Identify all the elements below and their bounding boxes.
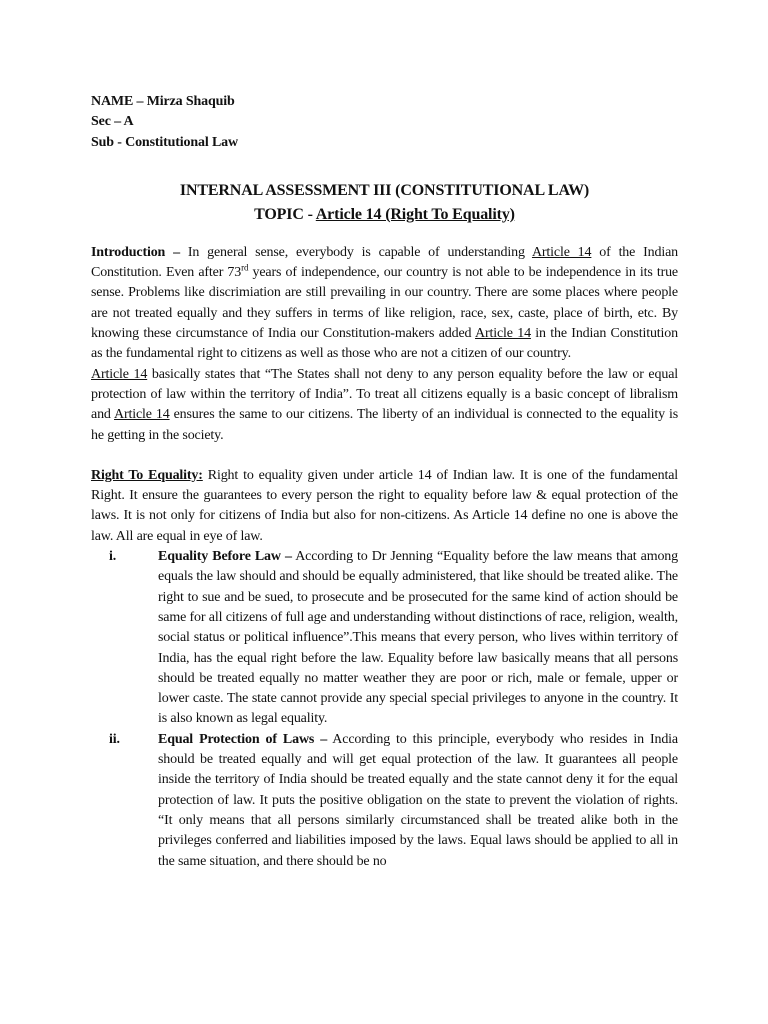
intro-text-5: basically states that “The States shall not deny to any person equality before the law or equal protection of law within the territory of India”. To treat all citizens equally is a basic concept of libralism and bbox=[91, 366, 678, 423]
topic-line bbox=[91, 203, 678, 227]
paragraph-gap bbox=[91, 446, 678, 466]
article-ref: Article 14 bbox=[531, 244, 592, 260]
topic-prefix: TOPIC - bbox=[254, 205, 316, 223]
article-ref: Article 14 bbox=[91, 366, 148, 382]
list-item-text: According to Dr Jenning “Equality before the law means that among equals the law should and should be equally administered, that like should be treated alike. The right to sue and be sued, to prosecute and be prosecuted for the same kind of action should be same for all citizens of full age and understanding without distinctions of race, religion, wealth, social status or political influence”.This means that every person, who lives within territory of India, has the equal right before the law. Equality before law basically means that all persons should be treated equally no matter weather they are poor or rich, male or female, upper or lower caste. The state cannot provide any special special privileges to anyone in the country. It is also known as legal equality. bbox=[158, 549, 678, 727]
list-item bbox=[91, 730, 678, 872]
list-item-text: According to this principle, everybody who resides in India should be treated equally and will get equal protection of the law. It guarantees all people inside the territory of India should be treated equally and the state cannot deny it for the equal protection of law. It puts the positive obligation on the state to prevent the violation of rights. “It only means that all persons similarly circumstanced shall be treated alike both in the privileges conferred and liabilities imposed by the laws. Equal laws should be applied to all in the same situation, and there should be no bbox=[158, 731, 678, 869]
rte-heading: Right To Equality: bbox=[91, 467, 203, 483]
list-item-heading: Equal Protection of Laws – bbox=[158, 731, 328, 747]
list-item-number: i. bbox=[109, 549, 117, 565]
right-to-equality-paragraph bbox=[91, 466, 678, 547]
list-item-number: ii. bbox=[109, 731, 120, 747]
student-subject: Sub - Constitutional Law bbox=[91, 134, 238, 150]
article-ref: Article 14 bbox=[475, 326, 531, 342]
intro-text-4: in the Indian Constitution as the fundamental right to citizens as well as those who are not a citizen of our country. bbox=[91, 326, 678, 362]
ordinal-suffix: rd bbox=[241, 262, 249, 273]
list-item bbox=[91, 547, 678, 730]
document-body bbox=[91, 92, 678, 872]
topic-name: Article 14 (Right To Equality) bbox=[315, 205, 515, 223]
rte-text: Right to equality given under article 14 of Indian law. It is one of the fundamental Right. It ensure the guarantees to every person the right to equality before law & equal protection of the laws. It is not only for citizens of India but also for non-citizens. As Article 14 define no one is above the law. All are equal in eye of law. bbox=[91, 467, 678, 544]
article-statement-paragraph bbox=[91, 365, 678, 446]
intro-text-3: years of independence, our country is not able to be independence in its true sense. Problems like discrimiation are still prevailing in our country. There are some places where people are not treated equally and they suffers in terms of like religion, race, sex, caste, place of birth, etc. By knowing these circumstance of India our Constitution-makers added bbox=[91, 265, 678, 342]
intro-heading: Introduction – bbox=[91, 244, 180, 260]
principles-list bbox=[91, 547, 678, 872]
student-section: Sec – A bbox=[91, 114, 134, 130]
intro-text-6: ensures the same to our citizens. The liberty of an individual is connected to the equality is he getting in the society. bbox=[91, 407, 679, 443]
intro-text-2: of the Indian Constitution. Even after 73 bbox=[91, 244, 678, 281]
intro-text-1: In general sense, everybody is capable of understanding bbox=[179, 244, 532, 260]
intro-paragraph bbox=[91, 243, 678, 365]
student-name: NAME – Mirza Shaquib bbox=[91, 94, 235, 109]
title-block bbox=[91, 179, 678, 227]
article-ref: Article 14 bbox=[114, 407, 170, 423]
assessment-title: INTERNAL ASSESSMENT III (CONSTITUTIONAL LAW) bbox=[179, 181, 590, 199]
list-item-heading: Equality Before Law – bbox=[158, 549, 292, 565]
